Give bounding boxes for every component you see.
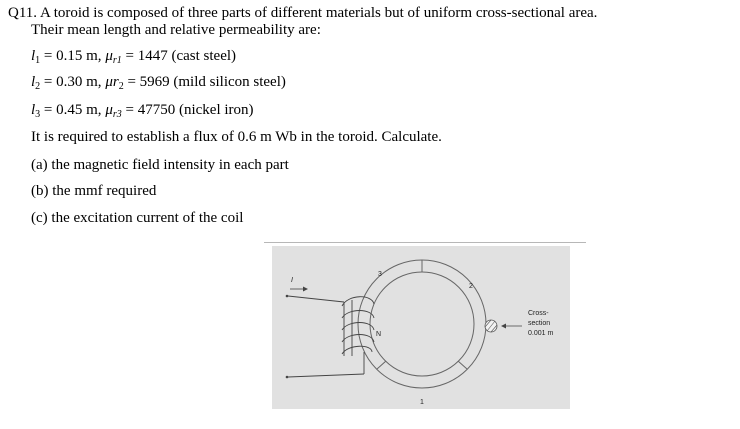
- lead-wire-top: [288, 296, 344, 302]
- part-2-spec: $l_2 = 0.30$ m, $\mu r_2 = 5969$ (mild silicon steel): [31, 74, 286, 92]
- part-3-spec: $l_3 = 0.45$ m, $\mu_{r3} = 47750$ (nickel iron): [31, 102, 254, 120]
- label-current-I: I: [291, 277, 293, 284]
- figure-separator: [264, 242, 586, 243]
- label-turns-N: N: [376, 331, 382, 338]
- lead-wire-bottom: [288, 374, 364, 377]
- label-cross-section-2: section: [528, 320, 551, 327]
- label-segment-1: 1: [420, 399, 424, 406]
- label-segment-3: 3: [378, 271, 382, 278]
- divider-bottom-left: [377, 361, 386, 369]
- toroid-inner-ring: [370, 272, 474, 376]
- requirement-text: It is required to establish a flux of 0.6 m Wb in the toroid. Calculate.: [31, 129, 442, 145]
- part-1-spec: $l_1 = 0.15$ m, $\mu_{r1} = 1447$ (cast steel): [31, 48, 237, 66]
- label-cross-section-3: 0.001 m: [528, 330, 554, 337]
- current-arrowhead-icon: [303, 287, 308, 292]
- task-b: (b) the mmf required: [31, 183, 157, 199]
- label-cross-section-1: Cross-: [528, 310, 549, 317]
- task-a: (a) the magnetic field intensity in each part: [31, 157, 289, 173]
- task-c: (c) the excitation current of the coil: [31, 210, 244, 226]
- arrowhead-icon: [501, 324, 506, 329]
- label-segment-2: 2: [469, 283, 473, 290]
- question-subheading: Their mean length and relative permeability are:: [31, 22, 321, 38]
- terminal-top: [286, 295, 289, 298]
- terminal-bottom: [286, 376, 289, 379]
- toroid-diagram: [272, 246, 570, 409]
- divider-bottom-right: [458, 361, 467, 369]
- question-heading: Q11. A toroid is composed of three parts of different materials but of uniform cross-sectional area.: [8, 5, 598, 21]
- toroid-figure: [272, 246, 570, 409]
